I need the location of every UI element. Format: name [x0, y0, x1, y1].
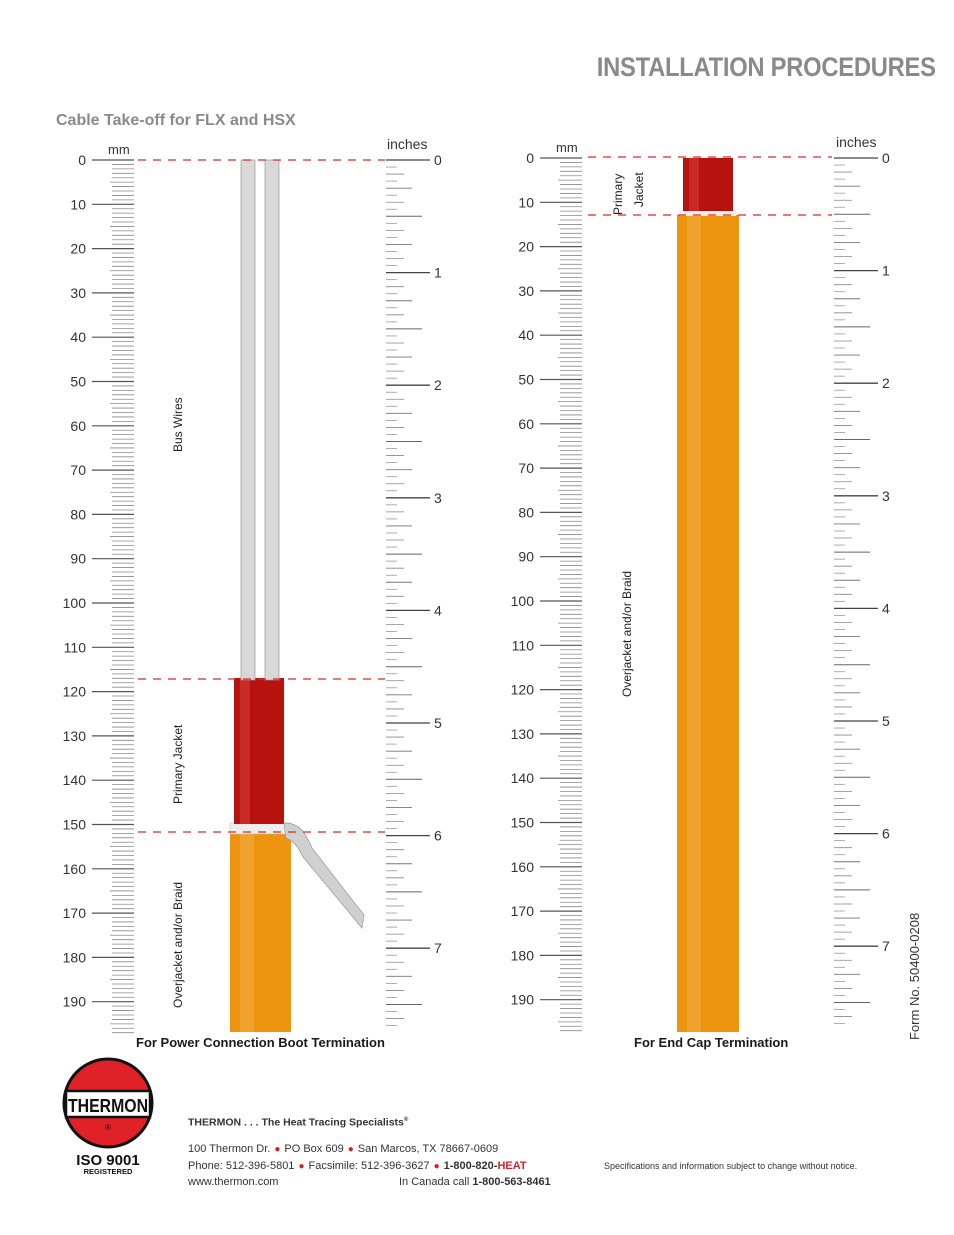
mm-label: 130 — [510, 725, 534, 742]
right-inch-unit: inches — [836, 134, 877, 150]
bullet-icon: ● — [274, 1144, 281, 1155]
mm-label: 20 — [518, 238, 534, 255]
inch-label: 7 — [882, 938, 890, 955]
mm-label: 70 — [518, 460, 534, 477]
canada-phone: In Canada call 1-800-563-8461 — [399, 1176, 551, 1188]
right-overjacket — [677, 215, 739, 1032]
mm-label: 60 — [518, 415, 534, 432]
left-primary-jacket-highlight — [240, 678, 250, 824]
mm-label: 110 — [63, 639, 86, 656]
bullet-icon: ● — [298, 1160, 305, 1172]
right-primary-label-line2: Jacket — [632, 172, 646, 207]
left-mm-labels — [63, 152, 87, 1010]
left-caption: For Power Connection Boot Termination — [136, 1035, 385, 1050]
right-mm-unit: mm — [556, 140, 578, 155]
inch-label: 4 — [434, 602, 442, 619]
footer — [188, 1112, 551, 1191]
logo-iso-sub: REGISTERED — [83, 1167, 133, 1176]
mm-label: 40 — [518, 327, 534, 344]
mm-label: 170 — [62, 905, 86, 922]
inch-label: 3 — [882, 487, 890, 504]
footer-phone-row: Phone: 512-396-5801 ● Facsimile: 512-396-3627 ● 1-800-820-HEAT — [188, 1159, 527, 1172]
bullet-icon: ● — [433, 1160, 440, 1172]
mm-label: 100 — [62, 595, 86, 611]
mm-label: 140 — [62, 772, 86, 789]
mm-label: 130 — [62, 727, 86, 744]
disclaimer: Specifications and information subject to change without notice. — [604, 1161, 858, 1171]
inch-label: 5 — [434, 715, 442, 731]
mm-label: 80 — [70, 506, 86, 523]
left-bus-wire-1 — [241, 160, 255, 680]
mm-label: 50 — [70, 373, 86, 390]
tollfree-number[interactable]: 1-800-820-HEAT — [443, 1159, 527, 1172]
mm-label: 190 — [510, 991, 534, 1008]
left-overjacket — [230, 832, 291, 1032]
mm-label: 60 — [70, 417, 86, 434]
mm-label: 70 — [70, 462, 86, 479]
left-inch-ruler — [386, 160, 430, 1026]
bullet-icon: ● — [347, 1144, 354, 1155]
left-overjacket-highlight — [240, 832, 254, 1032]
logo-iso: ISO 9001 — [76, 1152, 140, 1169]
left-inch-unit: inches — [387, 136, 428, 152]
right-overjacket-label: Overjacket and/or Braid — [620, 570, 634, 697]
right-figure — [511, 134, 890, 1032]
mm-label: 150 — [510, 814, 534, 831]
left-inch-labels — [434, 152, 442, 956]
right-caption: For End Cap Termination — [634, 1035, 789, 1050]
mm-label: 140 — [510, 770, 534, 787]
mm-label: 10 — [518, 194, 534, 211]
right-primary-jacket-highlight — [689, 158, 699, 211]
inch-label: 7 — [434, 940, 442, 957]
inch-label: 0 — [434, 152, 442, 168]
inch-label: 1 — [434, 264, 442, 281]
footer-company: THERMON . . . The Heat Tracing Specialists® — [188, 1116, 409, 1129]
website-link[interactable]: www.thermon.com — [188, 1176, 279, 1188]
inch-label: 6 — [434, 827, 442, 844]
mm-label: 160 — [62, 860, 86, 877]
section-heading: Cable Take-off for FLX and HSX — [56, 112, 296, 129]
left-bus-wire-2 — [265, 160, 279, 680]
mm-label: 100 — [510, 593, 534, 609]
mm-label: 10 — [70, 196, 86, 213]
mm-label: 50 — [518, 371, 534, 388]
left-overjacket-label: Overjacket and/or Braid — [171, 881, 185, 1008]
left-primary-jacket-label: Primary Jacket — [171, 724, 185, 804]
mm-label: 180 — [62, 949, 86, 966]
inch-label: 6 — [882, 825, 890, 842]
inch-label: 5 — [882, 713, 890, 729]
right-mm-ruler — [540, 158, 582, 1031]
logo-brand: THERMON — [68, 1095, 148, 1116]
right-primary-label-line1: Primary — [611, 173, 625, 215]
right-mm-labels — [511, 150, 535, 1008]
mm-label: 0 — [526, 150, 534, 166]
left-mm-unit: mm — [108, 142, 130, 157]
mm-label: 120 — [62, 683, 86, 700]
mm-label: 40 — [70, 329, 86, 346]
page-title: INSTALLATION PROCEDURES — [596, 52, 936, 82]
thermon-logo — [62, 1057, 154, 1177]
inch-label: 2 — [434, 377, 442, 394]
mm-label: 90 — [70, 550, 86, 567]
footer-address: 100 Thermon Dr. ● PO Box 609 ● San Marcos, TX 78667-0609 — [188, 1143, 499, 1155]
left-braid-tail — [284, 823, 364, 928]
right-overjacket-highlight — [687, 215, 701, 1032]
mm-label: 110 — [511, 637, 534, 654]
inch-label: 4 — [882, 600, 890, 617]
measurement-figure — [0, 130, 954, 1035]
mm-label: 160 — [510, 858, 534, 875]
mm-label: 20 — [70, 240, 86, 257]
inch-label: 0 — [882, 150, 890, 166]
inch-label: 1 — [882, 262, 890, 279]
mm-label: 30 — [518, 282, 534, 299]
mm-label: 0 — [78, 152, 86, 168]
mm-label: 120 — [510, 681, 534, 698]
form-number: Form No. 50400-0208 — [907, 912, 922, 1040]
logo-registered: ® — [105, 1123, 111, 1132]
mm-label: 80 — [518, 504, 534, 521]
left-mm-ruler — [92, 160, 134, 1033]
left-figure — [63, 136, 442, 1033]
mm-label: 170 — [510, 903, 534, 920]
mm-label: 150 — [62, 816, 86, 833]
right-inch-labels — [882, 150, 890, 954]
right-inch-ruler — [834, 158, 878, 1024]
bus-wires-label: Bus Wires — [171, 397, 185, 452]
inch-label: 2 — [882, 375, 890, 392]
inch-label: 3 — [434, 489, 442, 506]
mm-label: 180 — [510, 947, 534, 964]
mm-label: 30 — [70, 284, 86, 301]
footer-web-row — [188, 1174, 551, 1191]
mm-label: 190 — [62, 993, 86, 1010]
mm-label: 90 — [518, 548, 534, 565]
